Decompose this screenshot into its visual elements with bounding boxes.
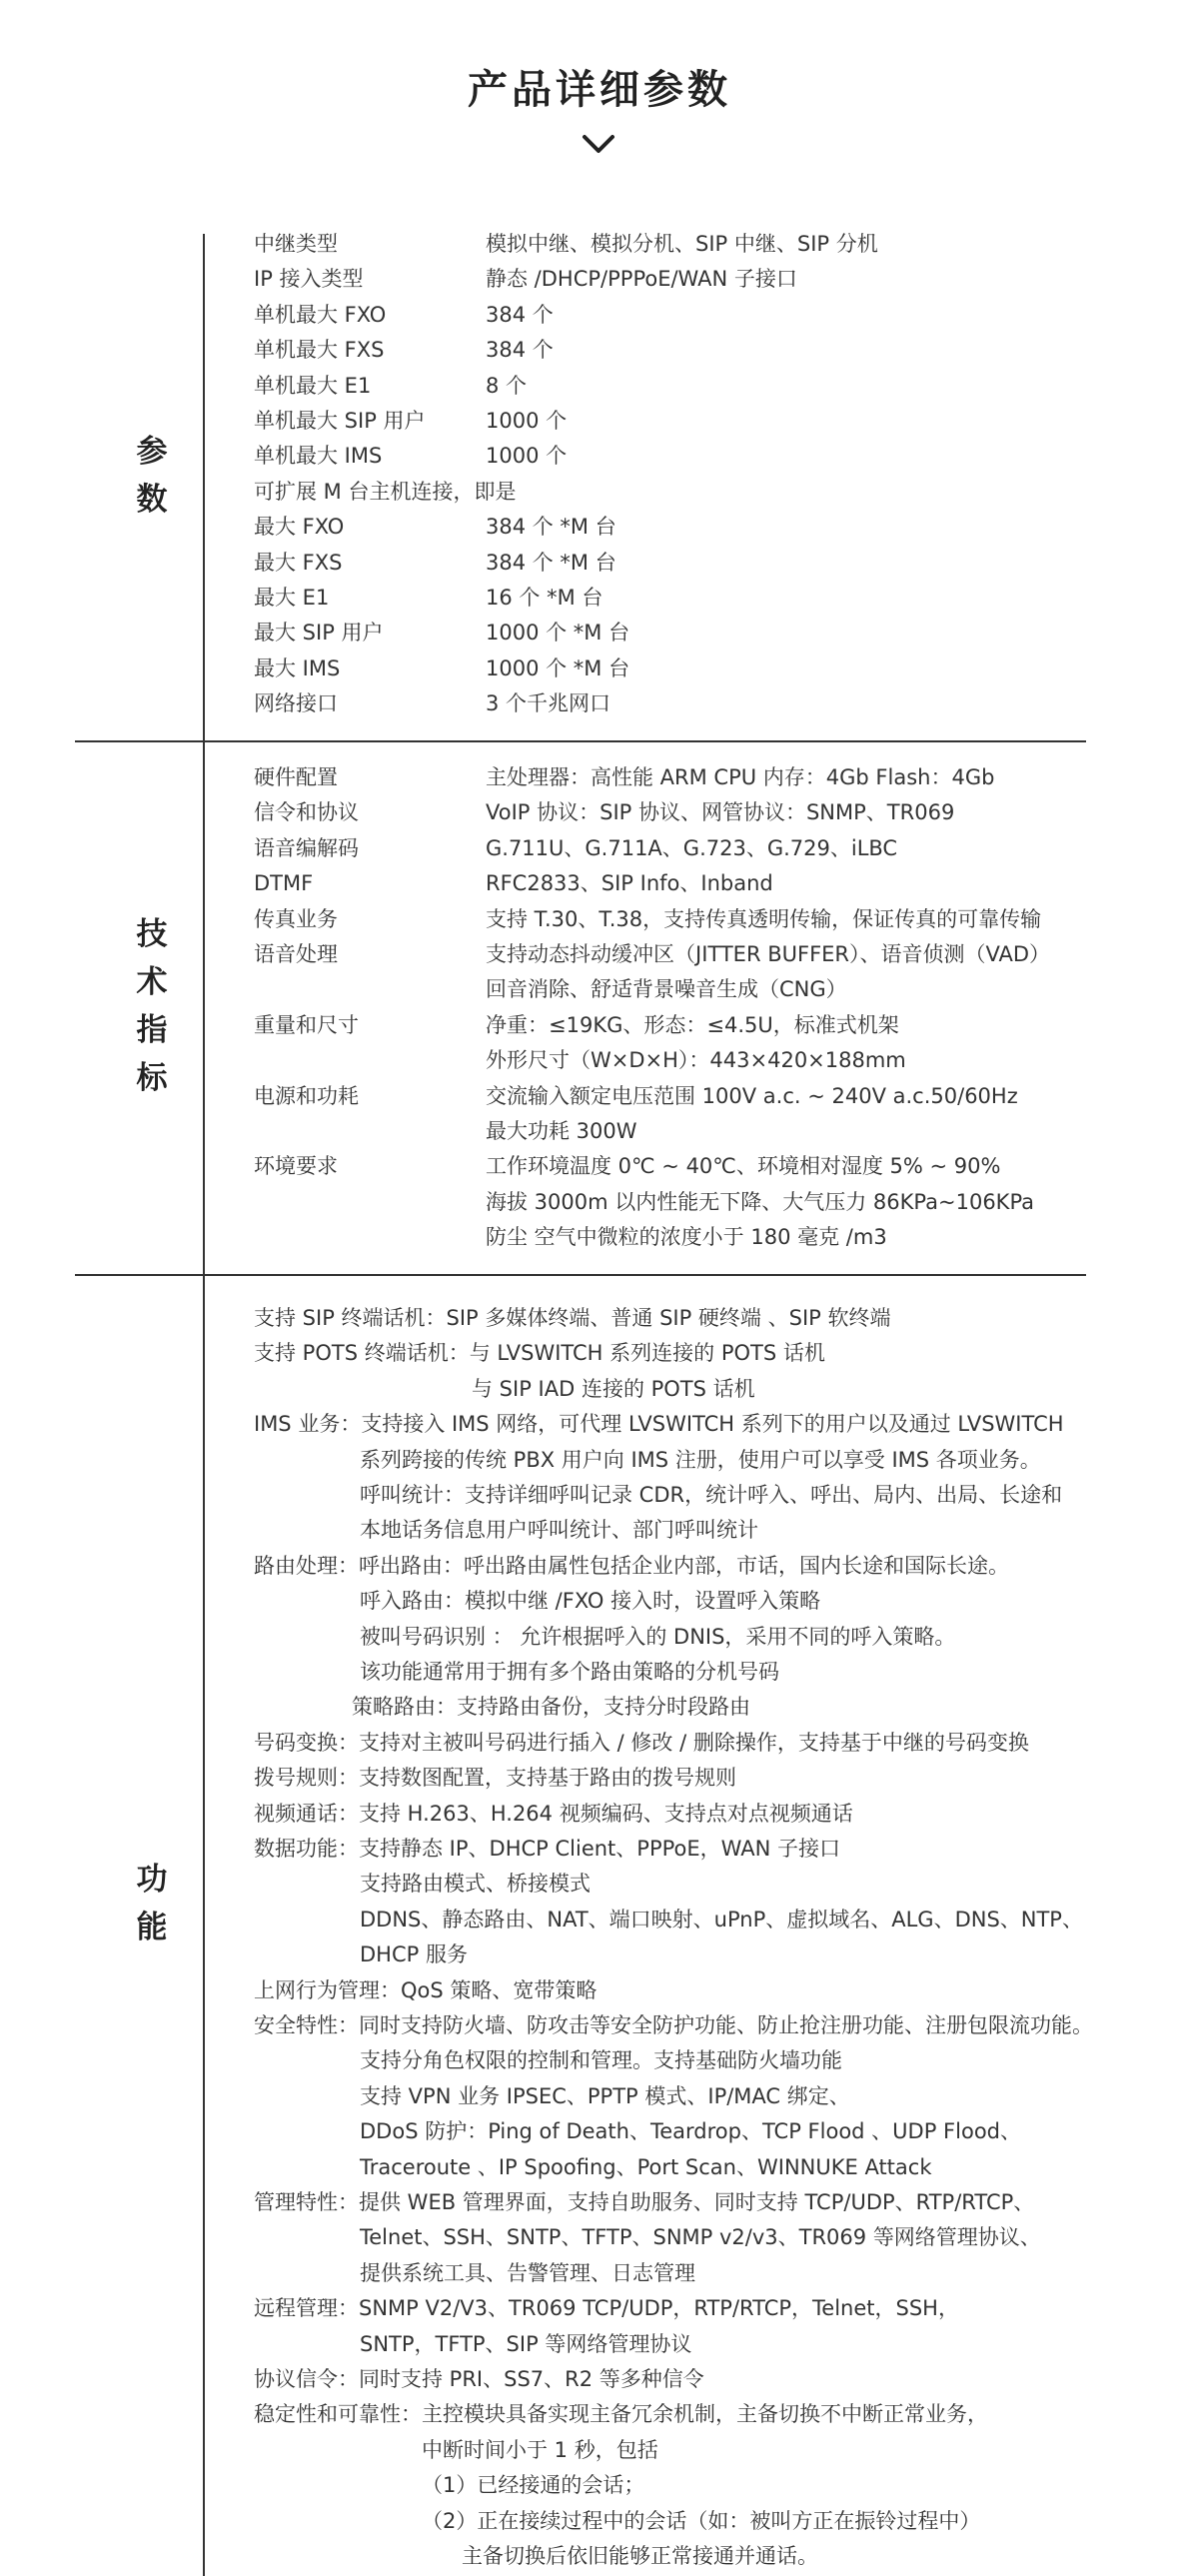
spec-value: RFC2833、SIP Info、Inband: [486, 871, 773, 896]
page-title: 产品详细参数: [468, 67, 731, 113]
spec-value: 8 个: [486, 373, 528, 398]
chevron-down-icon: [582, 134, 615, 156]
function-line: 被叫号码识别 ： 允许根据呼入的 DNIS，采用不同的呼入策略。: [360, 1624, 956, 1649]
section-label-char: 数: [136, 482, 168, 518]
function-line: 支持 VPN 业务 IPSEC、PPTP 模式、IP/MAC 绑定、: [360, 2083, 850, 2108]
function-line: 提供系统工具、告警管理、日志管理: [360, 2260, 695, 2285]
function-line: DDNS、静态路由、NAT、端口映射、uPnP、虚拟域名、ALG、DNS、NTP、: [360, 1907, 1083, 1932]
spec-value: 静态 /DHCP/PPPoE/WAN 子接口: [486, 267, 797, 292]
spec-key: 信令和协议: [254, 800, 359, 825]
spec-key: 最大 FXO: [254, 515, 345, 540]
function-line: 该功能通常用于拥有多个路由策略的分机号码: [360, 1660, 779, 1684]
function-line: 协议信令：同时支持 PRI、SS7、R2 等多种信令: [254, 2367, 704, 2391]
function-line: （1）已经接通的会话；: [422, 2473, 645, 2498]
spec-key: 重量和尺寸: [254, 1012, 359, 1037]
spec-value: 16 个 *M 台: [486, 586, 603, 610]
function-line: 远程管理：SNMP V2/V3、TR069 TCP/UDP，RTP/RTCP，Telnet，SSH，: [254, 2296, 959, 2321]
spec-key: 单机最大 E1: [254, 373, 372, 398]
spec-value: 防尘 空气中微粒的浓度小于 180 毫克 /m3: [486, 1225, 887, 1250]
section-divider: [75, 1274, 1086, 1276]
spec-key: 传真业务: [254, 906, 338, 931]
spec-value: 回音消除、舒适背景噪音生成（CNG）: [486, 977, 847, 1002]
spec-key: IP 接入类型: [254, 267, 364, 292]
section-label-char: 标: [136, 1060, 168, 1096]
function-line: 路由处理：呼出路由：呼出路由属性包括企业内部，市话，国内长途和国际长途。: [254, 1553, 1009, 1578]
spec-key: 环境要求: [254, 1154, 338, 1179]
spec-value: 模拟中继、模拟分机、SIP 中继、SIP 分机: [486, 232, 878, 256]
spec-key: 中继类型: [254, 232, 338, 256]
function-line: DDoS 防护：Ping of Death、Teardrop、TCP Flood 、UDP Flood、: [360, 2119, 1021, 2144]
section-label-params: [128, 428, 176, 524]
function-line: 视频通话：支持 H.263、H.264 视频编码、支持点对点视频通话: [254, 1801, 853, 1826]
vertical-divider: [203, 234, 205, 2576]
spec-value: 工作环境温度 0℃ ~ 40℃、环境相对湿度 5% ~ 90%: [486, 1154, 1001, 1179]
spec-key: 最大 SIP 用户: [254, 621, 384, 645]
spec-value: 384 个: [486, 338, 554, 363]
function-line: IMS 业务：支持接入 IMS 网络，可代理 LVSWITCH 系列下的用户以及通过 LVSWITCH: [254, 1412, 1064, 1437]
spec-key: 语音编解码: [254, 835, 359, 860]
section-label-char: 功: [136, 1862, 168, 1898]
function-line: 策略路由：支持路由备份，支持分时段路由: [352, 1695, 750, 1720]
section-label-char: 指: [136, 1012, 168, 1048]
spec-value: 384 个 *M 台: [486, 515, 616, 540]
section-label-char: 术: [136, 964, 168, 1000]
function-line: SNTP，TFTP、SIP 等网络管理协议: [360, 2331, 692, 2356]
function-line: 主备切换后依旧能够正常接通并通话。: [462, 2544, 818, 2568]
spec-key: 单机最大 FXS: [254, 338, 385, 363]
function-line: Traceroute 、IP Spoofing、Port Scan、WINNUKE Attack: [360, 2154, 932, 2179]
function-line: Telnet、SSH、SNTP、TFTP、SNMP v2/v3、TR069 等网络管理协议、: [360, 2225, 1041, 2250]
section-label-char: 参: [136, 434, 168, 470]
section-label-char: 能: [136, 1910, 168, 1945]
spec-key: 语音处理: [254, 942, 338, 966]
function-line: 管理特性：提供 WEB 管理界面，支持自助服务、同时支持 TCP/UDP、RTP/RTCP、: [254, 2190, 1035, 2214]
spec-value: 支持动态抖动缓冲区（JITTER BUFFER）、语音侦测（VAD）: [486, 942, 1051, 966]
spec-value: 主处理器：高性能 ARM CPU 内存：4Gb Flash：4Gb: [486, 765, 995, 789]
spec-value: G.711U、G.711A、G.723、G.729、iLBC: [486, 835, 898, 860]
spec-value: 海拔 3000m 以内性能无下降、大气压力 86KPa~106KPa: [486, 1189, 1035, 1214]
spec-value: VoIP 协议：SIP 协议、网管协议：SNMP、TR069: [486, 800, 955, 825]
function-line: 呼叫统计：支持详细呼叫记录 CDR，统计呼入、呼出、局内、出局、长途和: [360, 1483, 1063, 1507]
spec-key: DTMF: [254, 871, 314, 896]
spec-value: 1000 个 *M 台: [486, 655, 630, 680]
function-line: 稳定性和可靠性：主控模块具备实现主备冗余机制，主备切换不中断正常业务，: [254, 2402, 988, 2427]
spec-value: 384 个: [486, 302, 554, 327]
function-line: 支持 SIP 终端话机：SIP 多媒体终端、普通 SIP 硬终端 、SIP 软终端: [254, 1306, 891, 1330]
section-label-func: [128, 1856, 176, 1951]
function-line: 本地话务信息用户呼叫统计、部门呼叫统计: [360, 1518, 758, 1543]
spec-value: 支持 T.30、T.38，支持传真透明传输，保证传真的可靠传输: [486, 906, 1042, 931]
spec-key: 单机最大 IMS: [254, 444, 383, 469]
function-line: 呼入路由：模拟中继 /FXO 接入时，设置呼入策略: [360, 1589, 821, 1614]
function-line: 号码变换：支持对主被叫号码进行插入 / 修改 / 删除操作，支持基于中继的号码变换: [254, 1730, 1029, 1755]
function-line: 与 SIP IAD 连接的 POTS 话机: [472, 1376, 755, 1401]
spec-key: 可扩展 M 台主机连接，即是: [254, 479, 517, 504]
spec-value: 交流输入额定电压范围 100V a.c. ~ 240V a.c.50/60Hz: [486, 1083, 1018, 1108]
spec-key: 电源和功耗: [254, 1083, 359, 1108]
function-line: 上网行为管理：QoS 策略、宽带策略: [254, 1977, 598, 2002]
function-line: （2）正在接续过程中的会话（如：被叫方正在振铃过程中）: [422, 2508, 981, 2533]
function-line: DHCP 服务: [360, 1942, 468, 1967]
spec-value: 1000 个: [486, 444, 568, 469]
function-line: 安全特性：同时支持防火墙、防攻击等安全防护功能、防止抢注册功能、注册包限流功能。: [254, 2013, 1093, 2037]
spec-value: 1000 个 *M 台: [486, 621, 630, 645]
spec-key: 网络接口: [254, 691, 338, 716]
spec-key: 最大 E1: [254, 586, 330, 610]
function-line: 支持路由模式、桥接模式: [360, 1872, 591, 1897]
spec-key: 最大 IMS: [254, 655, 341, 680]
spec-value: 最大功耗 300W: [486, 1119, 637, 1143]
function-line: 系列跨接的传统 PBX 用户向 IMS 注册，使用户可以享受 IMS 各项业务。: [360, 1447, 1041, 1472]
spec-value: 外形尺寸（W×D×H）：443×420×188mm: [486, 1048, 906, 1073]
spec-value: 3 个千兆网口: [486, 691, 611, 716]
section-label-tech: [128, 910, 176, 1102]
spec-key: 硬件配置: [254, 765, 338, 789]
spec-value: 384 个 *M 台: [486, 550, 616, 575]
function-line: 数据功能：支持静态 IP、DHCP Client、PPPoE，WAN 子接口: [254, 1837, 841, 1861]
section-label-char: 技: [136, 916, 168, 952]
function-line: 支持分角色权限的控制和管理。支持基础防火墙功能: [360, 2048, 842, 2073]
spec-key: 单机最大 FXO: [254, 302, 387, 327]
spec-value: 净重：≤19KG、形态：≤4.5U，标准式机架: [486, 1012, 899, 1037]
function-line: 中断时间小于 1 秒，包括: [422, 2437, 658, 2462]
spec-key: 最大 FXS: [254, 550, 343, 575]
section-divider: [75, 740, 1086, 742]
spec-key: 单机最大 SIP 用户: [254, 409, 426, 433]
function-line: 拨号规则：支持数图配置，支持基于路由的拨号规则: [254, 1766, 736, 1791]
spec-value: 1000 个: [486, 409, 568, 433]
function-line: 支持 POTS 终端话机：与 LVSWITCH 系列连接的 POTS 话机: [254, 1341, 825, 1366]
